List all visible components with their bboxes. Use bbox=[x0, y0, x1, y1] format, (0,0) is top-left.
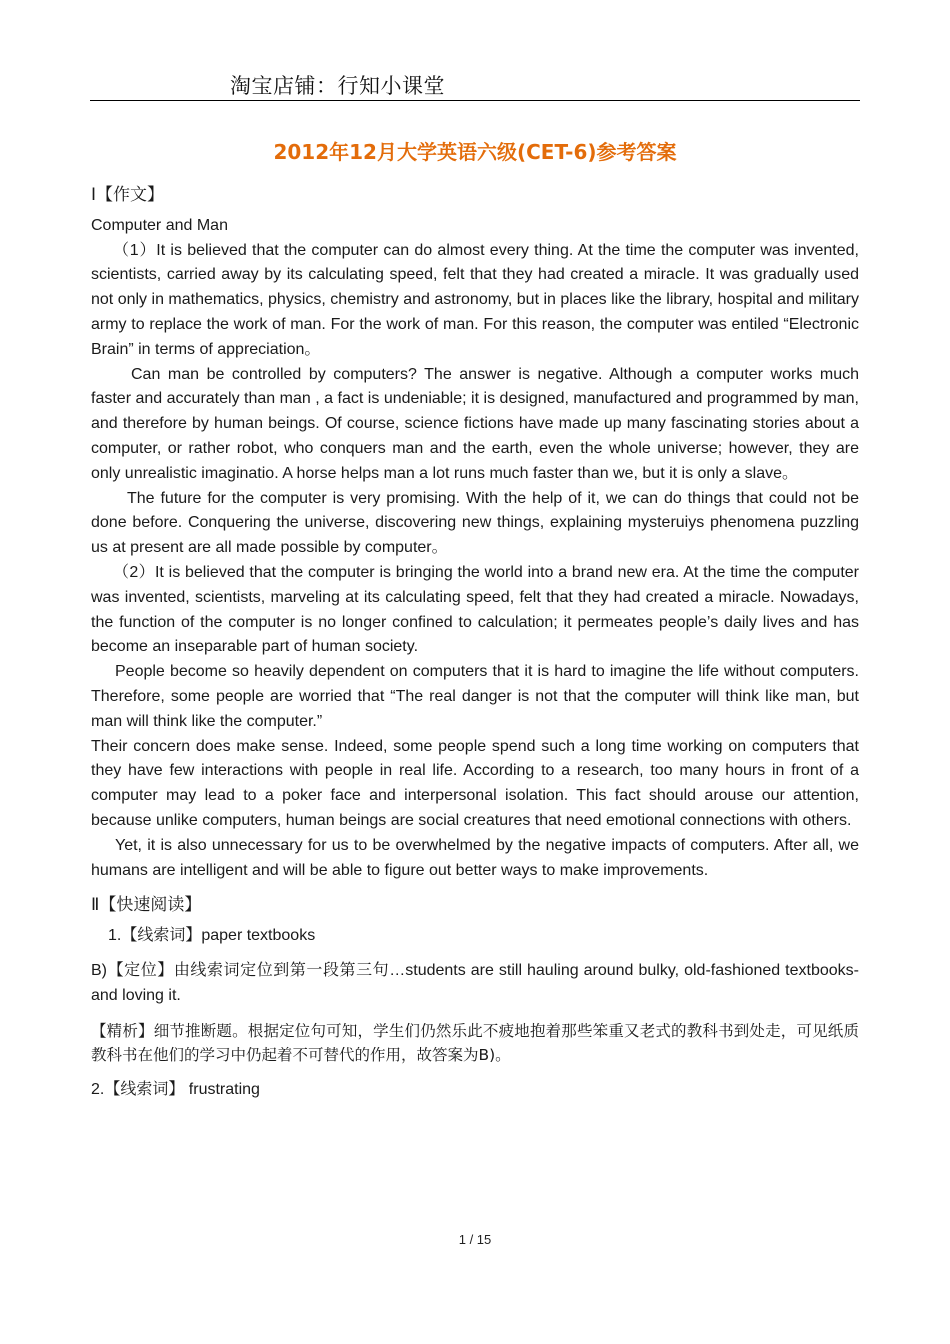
question-analysis: 【精析】细节推断题。根据定位句可知，学生们仍然乐此不疲地抱着那些笨重又老式的教科书到处走，可见纸质教科书在他们的学习中仍起着不可替代的作用，故答案为B)。 bbox=[91, 1021, 859, 1065]
essay-title: Computer and Man bbox=[91, 216, 228, 234]
essay-paragraph: Yet, it is also unnecessary for us to be overwhelmed by the negative impacts of computers. After all, we humans are intelligent and will be able to figure out better ways to make improvements. bbox=[91, 836, 859, 879]
essay-paragraph: （2）It is believed that the computer is bringing the world into a brand new era. At the time the computer was invented, scientists, marveling at its calculating speed, felt that they had created a miracle. Nowadays, the function of the computer is no longer confined to calculation; it permeates people’s daily lives and has become an inseparable part of human society. bbox=[91, 563, 859, 656]
essay-paragraph: People become so heavily dependent on computers that it is hard to imagine the life without computers. Therefore, some people are worried that “The real danger is not that the computer will think like man, but man will think like the computer.” bbox=[91, 663, 859, 730]
essay-paragraph: Can man be controlled by computers? The answer is negative. Although a computer works much faster and accurately than man , a fact is undeniable; it is designed, manufactured and programmed by man, and therefore by human beings. Of course, science fictions have made up many fascinating stories about a computer, or rather robot, who conquers man and the earth, even the whole universe; however, they are only unrealistic imaginatio. A horse helps man a lot runs much faster than we, but it is only a slave。 bbox=[91, 365, 859, 482]
question-clue: 2.【线索词】 frustrating bbox=[91, 1081, 260, 1099]
page-header bbox=[90, 66, 860, 101]
document-title: 2012年12月大学英语六级(CET-6)参考答案 bbox=[273, 140, 677, 164]
question-location: B)【定位】由线索词定位到第一段第三句…students are still hauling around bulky, old-fashioned textbooks-and loving it. bbox=[91, 961, 859, 1004]
section-heading-reading: Ⅱ【快速阅读】 bbox=[91, 895, 202, 916]
document-body bbox=[91, 183, 859, 1103]
shop-name: 淘宝店铺：行知小课堂 bbox=[230, 74, 445, 98]
essay-paragraph: The future for the computer is very promising. With the help of it, we can do things that could not be done before. Conquering the universe, discovering new things, explaining mysteruiys phenomena puzzling us at present are all made possible by computer。 bbox=[91, 489, 859, 557]
essay-paragraph: Their concern does make sense. Indeed, some people spend such a long time working on computers that they have few interactions with people in real life. According to a research, too many hours in front of a computer may lead to a poker face and interpersonal isolation. This fact should arouse our attention, because unlike computers, human beings are social creatures that need emotional connections with others. bbox=[91, 737, 859, 829]
question-clue: 1.【线索词】paper textbooks bbox=[108, 927, 316, 945]
section-heading-writing: Ⅰ【作文】 bbox=[91, 185, 165, 205]
page-number: 1 / 15 bbox=[458, 1232, 492, 1247]
essay-paragraph: （1）It is believed that the computer can do almost every thing. At the time the computer was invented, scientists, carried away by its calculating speed, felt that they had created a miracle. It was gradually used not only in mathematics, physics, chemistry and astronomy, but in places like the library, hospital and military army to replace the work of man. For the work of man. For this reason, the computer was entiled “Electronic Brain” in terms of appreciation。 bbox=[91, 241, 859, 358]
